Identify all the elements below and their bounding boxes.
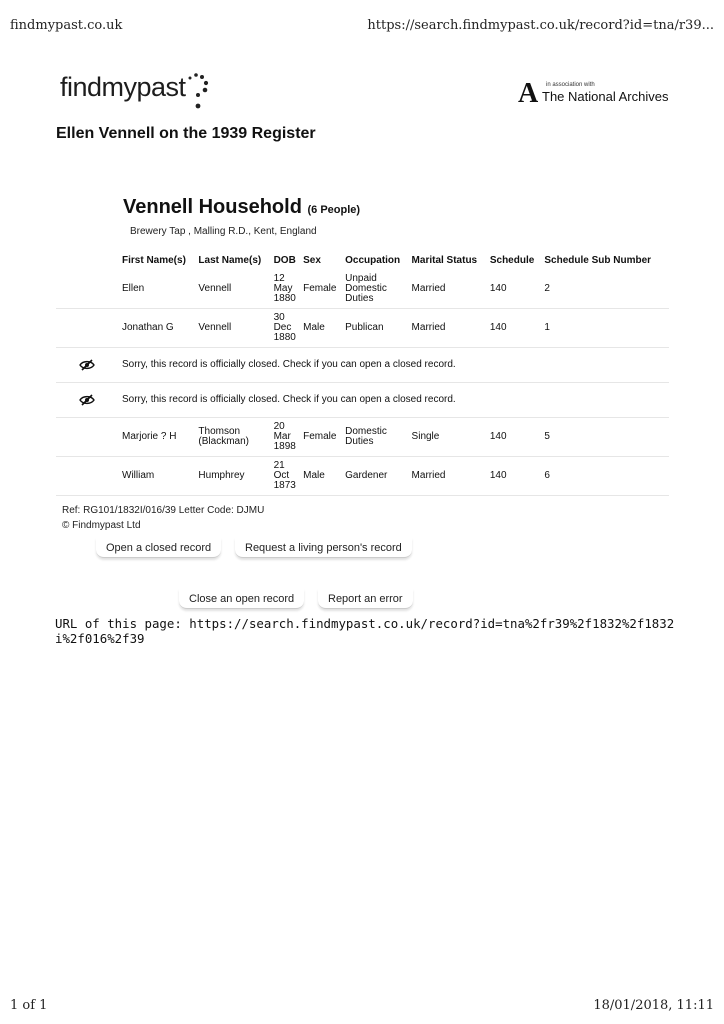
findmypast-logo[interactable] <box>60 72 210 112</box>
print-header-url: https://search.findmypast.co.uk/record?id=tna/r39... <box>367 18 714 33</box>
page-url: URL of this page: https://search.findmypast.co.uk/record?id=tna%2fr39%2f1832%2f1832i%2f016%2f39 <box>55 616 675 646</box>
household-count: (6 People) <box>307 204 361 216</box>
cell-occupation: Publican <box>345 309 411 348</box>
household-title <box>123 196 360 219</box>
header-schedule: Schedule <box>489 254 535 266</box>
cell-occupation: Gardener <box>345 457 411 496</box>
cell-last-name: Humphrey <box>198 457 273 496</box>
cell-schedule-sub-number: 5 <box>544 418 669 457</box>
cell-last-name: Vennell <box>198 270 273 309</box>
household-name: Vennell Household <box>123 196 302 218</box>
print-footer-datetime: 18/01/2018, 11:11 <box>593 998 714 1013</box>
cell-marital-status: Married <box>412 309 490 348</box>
household-table <box>56 250 669 496</box>
closed-icon-cell <box>56 348 122 383</box>
cell-occupation: Domestic Duties <box>345 418 411 457</box>
table-row[interactable] <box>56 457 669 496</box>
cell-schedule-sub-number: 6 <box>544 457 669 496</box>
header-last-name: Last Name(s) <box>198 254 262 266</box>
cell-dob: 30 Dec 1880 <box>274 309 304 348</box>
eye-slash-icon <box>79 359 95 371</box>
tna-association-text: in association with <box>546 82 595 88</box>
cell-last-name: Vennell <box>198 309 273 348</box>
header-icon-col <box>56 250 122 270</box>
header-first-name: First Name(s) <box>122 254 186 266</box>
cell-first-name: Ellen <box>122 270 198 309</box>
closed-record-row <box>56 348 669 383</box>
header-schedule-sub-number: Schedule Sub Number <box>544 254 652 266</box>
cell-sex: Female <box>303 270 345 309</box>
table-row[interactable] <box>56 418 669 457</box>
national-archives-logo[interactable] <box>518 80 668 110</box>
copyright: © Findmypast Ltd <box>62 520 141 531</box>
cell-first-name: William <box>122 457 198 496</box>
table-row[interactable] <box>56 270 669 309</box>
request-living-person-button[interactable]: Request a living person's record <box>235 538 412 558</box>
page-title: Ellen Vennell on the 1939 Register <box>56 125 316 142</box>
closed-icon-cell <box>56 383 122 418</box>
cell-schedule: 140 <box>490 418 545 457</box>
cell-schedule: 140 <box>490 270 545 309</box>
cell-occupation: Unpaid Domestic Duties <box>345 270 411 309</box>
household-address: Brewery Tap , Malling R.D., Kent, England <box>130 226 317 237</box>
report-error-button[interactable]: Report an error <box>318 589 413 609</box>
cell-marital-status: Single <box>412 418 490 457</box>
print-footer-page: 1 of 1 <box>10 998 48 1013</box>
record-reference: Ref: RG101/1832I/016/39 Letter Code: DJMU <box>62 505 265 516</box>
row-icon-cell <box>56 418 122 457</box>
header-dob: DOB <box>273 254 296 266</box>
cell-schedule-sub-number: 2 <box>544 270 669 309</box>
close-open-record-button[interactable]: Close an open record <box>179 589 304 609</box>
closed-record-message: Sorry, this record is officially closed. Check if you can open a closed record. <box>122 348 669 383</box>
row-icon-cell <box>56 309 122 348</box>
cell-schedule-sub-number: 1 <box>544 309 669 348</box>
cell-marital-status: Married <box>412 270 490 309</box>
logo-text: findmypast <box>60 72 186 102</box>
header-occupation: Occupation <box>345 254 401 266</box>
tna-name: The National Archives <box>542 89 669 104</box>
cell-first-name: Marjorie ? H <box>122 418 198 457</box>
print-header <box>10 18 714 34</box>
cell-sex: Male <box>303 309 345 348</box>
eye-slash-icon <box>79 394 95 406</box>
closed-record-row <box>56 383 669 418</box>
table-header-row <box>56 250 669 270</box>
cell-first-name: Jonathan G <box>122 309 198 348</box>
row-icon-cell <box>56 270 122 309</box>
cell-sex: Female <box>303 418 345 457</box>
cell-schedule: 140 <box>490 309 545 348</box>
header-marital-status: Marital Status <box>411 254 478 266</box>
cell-sex: Male <box>303 457 345 496</box>
cell-marital-status: Married <box>412 457 490 496</box>
cell-schedule: 140 <box>490 457 545 496</box>
cell-dob: 20 Mar 1898 <box>274 418 304 457</box>
dots-icon <box>184 72 214 112</box>
print-footer <box>10 998 714 1014</box>
cell-last-name: Thomson (Blackman) <box>198 418 273 457</box>
print-header-site: findmypast.co.uk <box>10 18 123 33</box>
closed-record-message: Sorry, this record is officially closed. Check if you can open a closed record. <box>122 383 669 418</box>
header-sex: Sex <box>303 254 321 266</box>
table-row[interactable] <box>56 309 669 348</box>
cell-dob: 21 Oct 1873 <box>274 457 304 496</box>
tna-a-glyph: A <box>518 78 539 109</box>
open-closed-record-button[interactable]: Open a closed record <box>96 538 221 558</box>
row-icon-cell <box>56 457 122 496</box>
cell-dob: 12 May 1880 <box>274 270 304 309</box>
